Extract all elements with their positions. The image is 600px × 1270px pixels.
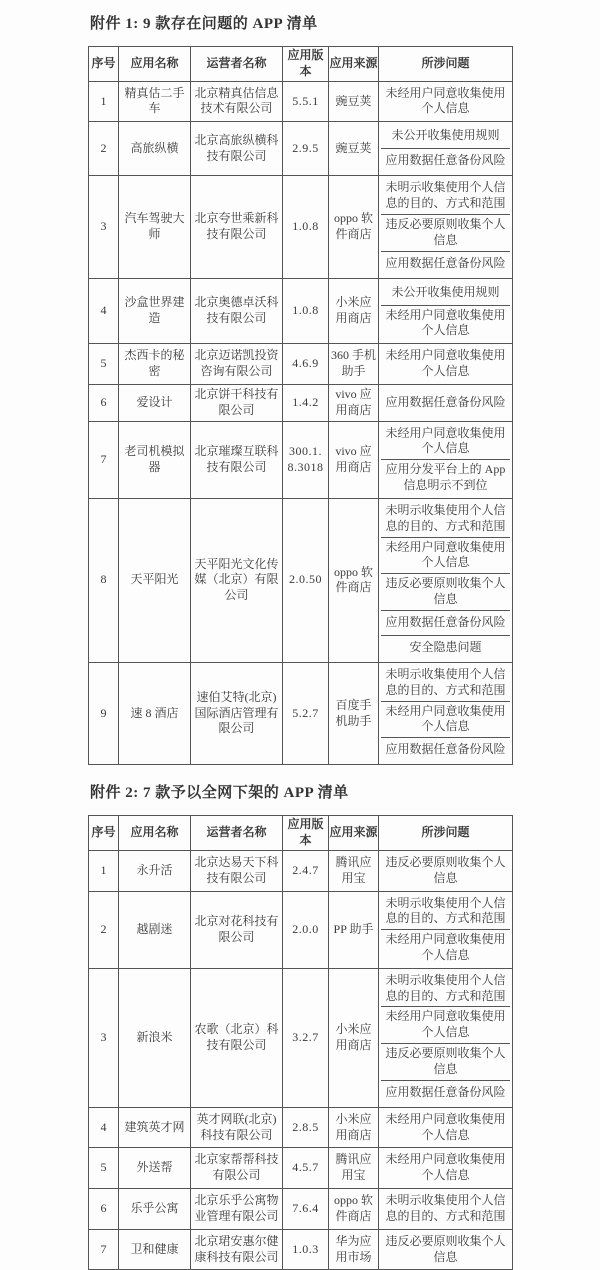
cell-app-name: 汽车驾驶大师	[119, 176, 191, 278]
issue-item: 未明示收集使用个人信息的目的、方式和范围	[385, 502, 506, 533]
table-row	[89, 384, 513, 421]
issue-item: 未经用户同意收集使用个人信息	[381, 305, 510, 342]
cell-index: 9	[89, 662, 119, 764]
header-cell: 应用来源	[329, 816, 379, 851]
issue-item: 未经用户同意收集使用个人信息	[381, 1006, 510, 1043]
cell-version: 4.5.7	[283, 1148, 329, 1189]
cell-issues	[379, 122, 513, 176]
table-header-row	[89, 816, 513, 851]
cell-index: 6	[89, 1189, 119, 1230]
cell-app-name: 新浪米	[119, 968, 191, 1107]
table-row	[89, 498, 513, 662]
cell-operator: 北京乐乎公寓物业管理有限公司	[191, 1189, 283, 1230]
issue-item: 应用数据任意备份风险	[381, 737, 510, 762]
cell-version: 2.9.5	[283, 122, 329, 176]
cell-source: PP 助手	[329, 891, 379, 968]
cell-version: 1.0.8	[283, 176, 329, 278]
cell-issues	[379, 1107, 513, 1148]
header-cell: 所涉问题	[379, 816, 513, 851]
cell-app-name: 越剧迷	[119, 891, 191, 968]
cell-issues	[379, 1148, 513, 1189]
cell-index: 4	[89, 1107, 119, 1148]
cell-index: 2	[89, 122, 119, 176]
cell-index: 6	[89, 384, 119, 421]
cell-issues	[379, 850, 513, 891]
table-row	[89, 278, 513, 344]
issue-item: 未公开收集使用规则	[391, 128, 500, 143]
header-cell: 应用版本	[283, 816, 329, 851]
cell-issues	[379, 891, 513, 968]
issue-item: 未明示收集使用个人信息的目的、方式和范围	[385, 895, 506, 926]
issue-item: 未公开收集使用规则	[391, 284, 500, 299]
table-row	[89, 968, 513, 1107]
issue-item: 应用数据任意备份风险	[381, 148, 510, 173]
issue-item: 未明示收集使用个人信息的目的、方式和范围	[385, 972, 506, 1003]
header-cell: 所涉问题	[379, 47, 513, 82]
cell-index: 5	[89, 1148, 119, 1189]
table-row	[89, 344, 513, 385]
issue-item: 应用数据任意备份风险	[385, 394, 506, 409]
cell-app-name: 建筑英才网	[119, 1107, 191, 1148]
table-header-row	[89, 47, 513, 82]
cell-source: 小米应用商店	[329, 968, 379, 1107]
header-cell: 应用来源	[329, 47, 379, 82]
cell-operator: 北京迈诺凯投资咨询有限公司	[191, 344, 283, 385]
issue-item: 未明示收集使用个人信息的目的、方式和范围	[385, 666, 506, 697]
cell-operator: 英才网联(北京)科技有限公司	[191, 1107, 283, 1148]
header-cell: 序号	[89, 47, 119, 82]
cell-version: 1.4.2	[283, 384, 329, 421]
table-row	[89, 421, 513, 498]
issue-item: 应用分发平台上的 App 信息明示不到位	[381, 459, 510, 496]
table-row	[89, 81, 513, 122]
issue-item: 未经用户同意收集使用个人信息	[385, 1111, 506, 1142]
cell-issues	[379, 421, 513, 498]
cell-source: oppo 软件商店	[329, 1189, 379, 1230]
issue-item: 安全隐患问题	[381, 635, 510, 660]
cell-source: 360 手机助手	[329, 344, 379, 385]
table-row	[89, 891, 513, 968]
table-row	[89, 850, 513, 891]
header-cell: 运营者名称	[191, 47, 283, 82]
cell-operator: 北京对花科技有限公司	[191, 891, 283, 968]
cell-version: 2.8.5	[283, 1107, 329, 1148]
problem-apps-table	[88, 46, 513, 765]
cell-app-name: 杰西卡的秘密	[119, 344, 191, 385]
cell-issues	[379, 384, 513, 421]
cell-version: 4.6.9	[283, 344, 329, 385]
table-row	[89, 176, 513, 278]
cell-issues	[379, 1189, 513, 1230]
cell-app-name: 永升活	[119, 850, 191, 891]
cell-operator: 北京家帮帮科技有限公司	[191, 1148, 283, 1189]
cell-source: vivo 应用商店	[329, 421, 379, 498]
cell-source: vivo 应用商店	[329, 384, 379, 421]
attachment-1-title: 附件 1: 9 款存在问题的 APP 清单	[90, 16, 318, 32]
table-row	[89, 1148, 513, 1189]
cell-index: 3	[89, 176, 119, 278]
cell-issues	[379, 1229, 513, 1270]
cell-index: 5	[89, 344, 119, 385]
cell-index: 7	[89, 421, 119, 498]
issue-item: 未经用户同意收集使用个人信息	[385, 425, 506, 456]
cell-app-name: 卫和健康	[119, 1229, 191, 1270]
header-cell: 序号	[89, 816, 119, 851]
cell-app-name: 乐乎公寓	[119, 1189, 191, 1230]
issue-item: 未明示收集使用个人信息的目的、方式和范围	[385, 180, 506, 211]
cell-issues	[379, 498, 513, 662]
issue-item: 违反必要原则收集个人信息	[381, 214, 510, 251]
issue-item: 违反必要原则收集个人信息	[385, 854, 506, 885]
cell-index: 2	[89, 891, 119, 968]
header-cell: 运营者名称	[191, 816, 283, 851]
cell-index: 4	[89, 278, 119, 344]
cell-operator: 北京达易天下科技有限公司	[191, 850, 283, 891]
cell-source: oppo 软件商店	[329, 176, 379, 278]
cell-issues	[379, 662, 513, 764]
cell-operator: 北京珺安惠尔健康科技有限公司	[191, 1229, 283, 1270]
issue-item: 违反必要原则收集个人信息	[385, 1233, 506, 1264]
cell-version: 3.2.7	[283, 968, 329, 1107]
attachment-1-section	[88, 12, 600, 765]
cell-version: 300.1.8.3018	[283, 421, 329, 498]
cell-source: 豌豆荚	[329, 122, 379, 176]
cell-operator: 农歌（北京）科技有限公司	[191, 968, 283, 1107]
table-row	[89, 1189, 513, 1230]
cell-app-name: 速 8 酒店	[119, 662, 191, 764]
table-row	[89, 122, 513, 176]
issue-item: 未经用户同意收集使用个人信息	[381, 701, 510, 738]
cell-source: oppo 软件商店	[329, 498, 379, 662]
cell-issues	[379, 968, 513, 1107]
cell-version: 5.2.7	[283, 662, 329, 764]
cell-index: 8	[89, 498, 119, 662]
header-cell: 应用名称	[119, 47, 191, 82]
cell-issues	[379, 278, 513, 344]
header-cell: 应用名称	[119, 816, 191, 851]
cell-issues	[379, 176, 513, 278]
cell-operator: 北京夸世乘新科技有限公司	[191, 176, 283, 278]
cell-operator: 北京饼干科技有限公司	[191, 384, 283, 421]
cell-source: 百度手机助手	[329, 662, 379, 764]
attachment-2-section	[88, 781, 600, 1270]
header-cell: 应用版本	[283, 47, 329, 82]
issue-item: 未经用户同意收集使用个人信息	[381, 537, 510, 574]
cell-operator: 北京高旅纵横科技有限公司	[191, 122, 283, 176]
issue-item: 应用数据任意备份风险	[381, 251, 510, 276]
cell-version: 1.0.8	[283, 278, 329, 344]
cell-app-name: 高旅纵横	[119, 122, 191, 176]
cell-operator: 速伯艾特(北京)国际酒店管理有限公司	[191, 662, 283, 764]
cell-app-name: 精真估二手车	[119, 81, 191, 122]
cell-index: 1	[89, 850, 119, 891]
cell-source: 小米应用商店	[329, 278, 379, 344]
cell-version: 2.4.7	[283, 850, 329, 891]
cell-index: 3	[89, 968, 119, 1107]
table-row	[89, 1107, 513, 1148]
table-row	[89, 662, 513, 764]
cell-source: 小米应用商店	[329, 1107, 379, 1148]
cell-issues	[379, 81, 513, 122]
cell-operator: 北京璀璨互联科技有限公司	[191, 421, 283, 498]
cell-source: 豌豆荚	[329, 81, 379, 122]
cell-app-name: 外送帮	[119, 1148, 191, 1189]
attachment-2-title: 附件 2: 7 款予以全网下架的 APP 清单	[90, 785, 349, 802]
issue-item: 应用数据任意备份风险	[381, 610, 510, 635]
issue-item: 未经用户同意收集使用个人信息	[385, 85, 506, 116]
cell-app-name: 天平阳光	[119, 498, 191, 662]
issue-item: 应用数据任意备份风险	[381, 1080, 510, 1105]
issue-item: 未明示收集使用个人信息的目的、方式和范围	[385, 1193, 506, 1223]
issue-item: 未经用户同意收集使用个人信息	[381, 929, 510, 966]
cell-app-name: 沙盒世界建造	[119, 278, 191, 344]
cell-index: 1	[89, 81, 119, 122]
cell-operator: 天平阳光文化传媒（北京）有限公司	[191, 498, 283, 662]
cell-version: 7.6.4	[283, 1189, 329, 1230]
cell-version: 2.0.0	[283, 891, 329, 968]
cell-version: 2.0.50	[283, 498, 329, 662]
cell-app-name: 老司机模拟器	[119, 421, 191, 498]
removed-apps-table	[88, 815, 513, 1270]
cell-app-name: 爱设计	[119, 384, 191, 421]
cell-source: 腾讯应用宝	[329, 850, 379, 891]
cell-version: 5.5.1	[283, 81, 329, 122]
issue-item: 未经用户同意收集使用个人信息	[385, 1152, 506, 1183]
cell-source: 华为应用市场	[329, 1229, 379, 1270]
cell-index: 7	[89, 1229, 119, 1270]
table-row	[89, 1229, 513, 1270]
cell-source: 腾讯应用宝	[329, 1148, 379, 1189]
issue-item: 违反必要原则收集个人信息	[381, 1043, 510, 1080]
cell-operator: 北京精真估信息技术有限公司	[191, 81, 283, 122]
cell-issues	[379, 344, 513, 385]
cell-version: 1.0.3	[283, 1229, 329, 1270]
issue-item: 未经用户同意收集使用个人信息	[385, 348, 506, 379]
issue-item: 违反必要原则收集个人信息	[381, 573, 510, 610]
cell-operator: 北京奥德卓沃科技有限公司	[191, 278, 283, 344]
